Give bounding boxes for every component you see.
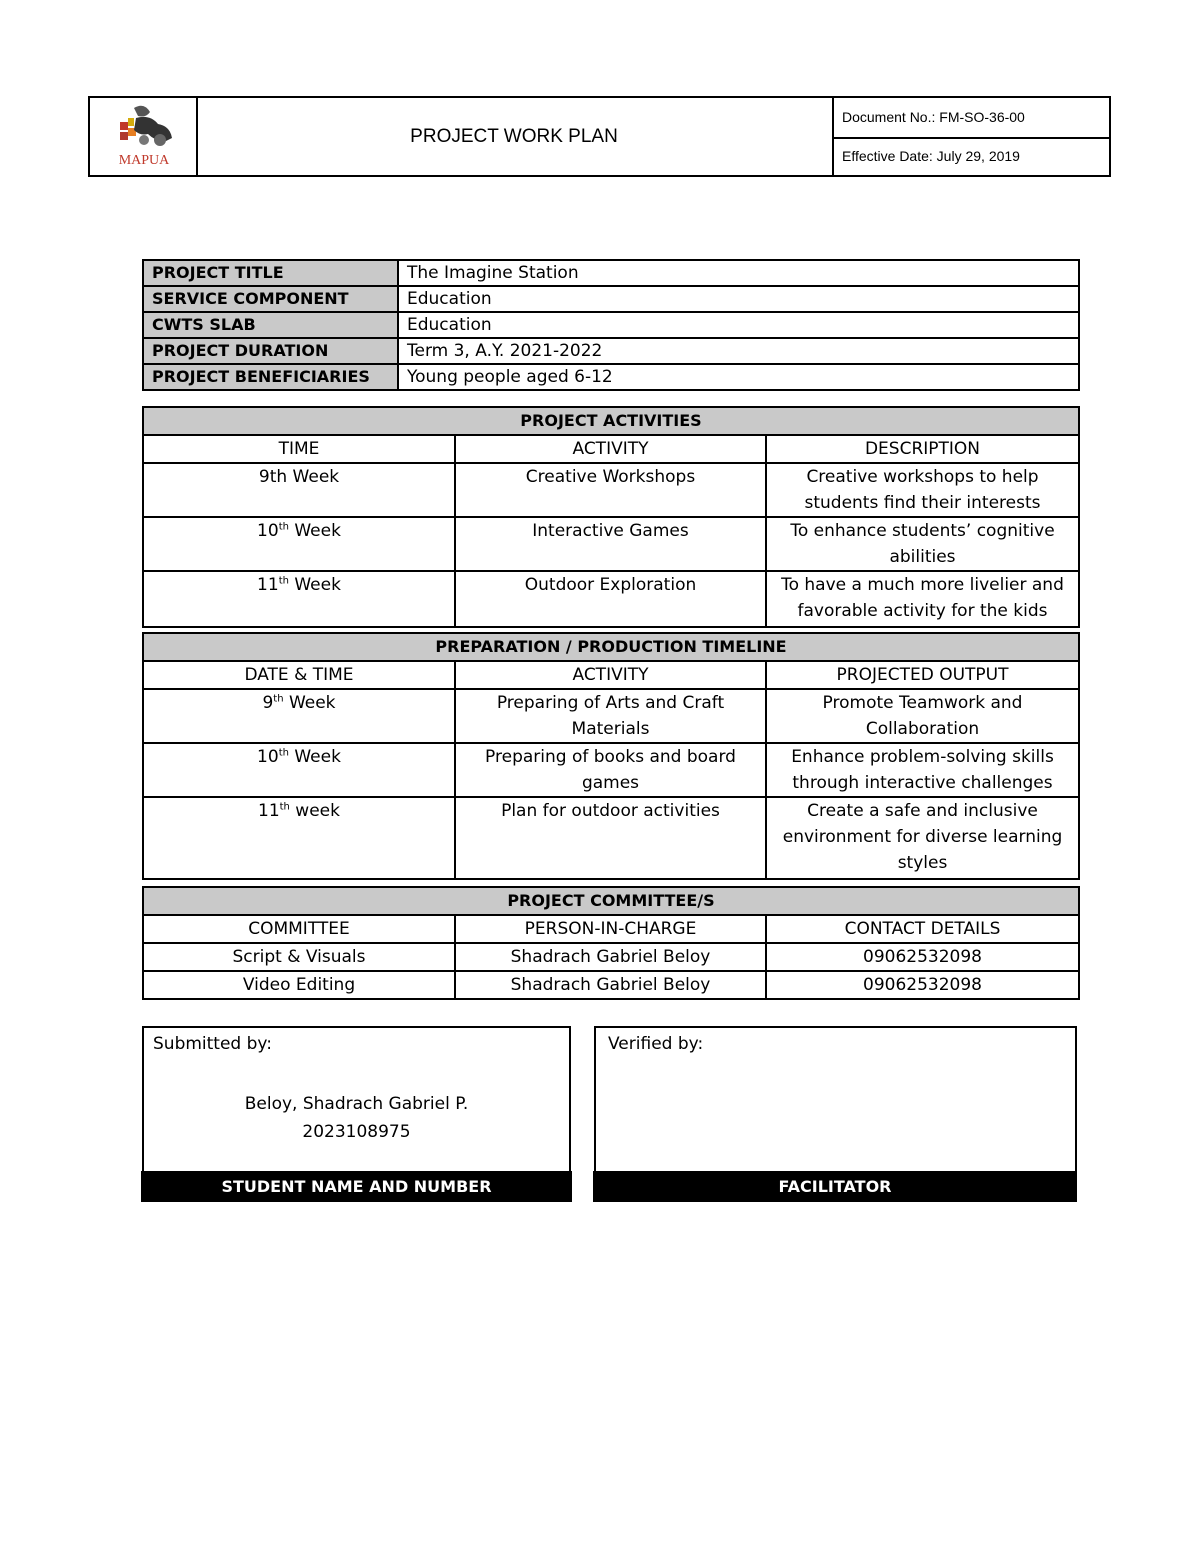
person-cell: Shadrach Gabriel Beloy bbox=[455, 971, 766, 999]
document-number: Document No.: FM-SO-36-00 bbox=[832, 98, 1109, 139]
column-header: COMMITTEE bbox=[143, 915, 455, 943]
effective-date: Effective Date: July 29, 2019 bbox=[842, 147, 1020, 164]
contact-cell: 09062532098 bbox=[766, 943, 1079, 971]
description-cell: Creative workshops to help students find their interests bbox=[766, 463, 1079, 517]
info-value: Education bbox=[398, 286, 1079, 312]
info-label: SERVICE COMPONENT bbox=[143, 286, 398, 312]
output-cell: Promote Teamwork and Collaboration bbox=[766, 689, 1079, 743]
description-cell: To have a much more livelier and favorable activity for the kids bbox=[766, 571, 1079, 627]
table-row bbox=[143, 571, 1079, 627]
project-info-table bbox=[142, 259, 1080, 391]
document-header bbox=[88, 96, 1111, 177]
verified-label: Verified by: bbox=[608, 1034, 704, 1054]
time-cell: 11th Week bbox=[143, 571, 455, 627]
person-cell: Shadrach Gabriel Beloy bbox=[455, 943, 766, 971]
column-header: TIME bbox=[143, 435, 455, 463]
column-header: ACTIVITY bbox=[455, 435, 766, 463]
activity-cell: Plan for outdoor activities bbox=[455, 797, 766, 879]
contact-cell: 09062532098 bbox=[766, 971, 1079, 999]
page-title: PROJECT WORK PLAN bbox=[196, 98, 834, 175]
table-row bbox=[143, 971, 1079, 999]
table-row bbox=[143, 943, 1079, 971]
time-cell: 9th Week bbox=[143, 689, 455, 743]
activity-cell: Creative Workshops bbox=[455, 463, 766, 517]
table-row bbox=[143, 743, 1079, 797]
output-cell: Create a safe and inclusive environment for diverse learning styles bbox=[766, 797, 1079, 879]
info-label: PROJECT DURATION bbox=[143, 338, 398, 364]
table-row bbox=[143, 463, 1079, 517]
table-header-row bbox=[143, 915, 1079, 943]
section-title: PROJECT COMMITTEE/S bbox=[143, 887, 1079, 915]
committee-cell: Video Editing bbox=[143, 971, 455, 999]
timeline-table bbox=[142, 632, 1080, 880]
column-header: DATE & TIME bbox=[143, 661, 455, 689]
submitted-label: Submitted by: bbox=[153, 1034, 272, 1054]
info-label: PROJECT BENEFICIARIES bbox=[143, 364, 398, 390]
time-cell: 10th Week bbox=[143, 517, 455, 571]
column-header: PERSON-IN-CHARGE bbox=[455, 915, 766, 943]
table-row bbox=[143, 517, 1079, 571]
activity-cell: Outdoor Exploration bbox=[455, 571, 766, 627]
committee-cell: Script & Visuals bbox=[143, 943, 455, 971]
info-value: Term 3, A.Y. 2021-2022 bbox=[398, 338, 1079, 364]
section-title: PROJECT ACTIVITIES bbox=[143, 407, 1079, 435]
committee-table bbox=[142, 886, 1080, 1000]
document-info bbox=[832, 98, 1109, 175]
activity-cell: Interactive Games bbox=[455, 517, 766, 571]
table-row bbox=[143, 260, 1079, 286]
student-number: 2023108975 bbox=[302, 1122, 411, 1142]
activity-cell: Preparing of books and board games bbox=[455, 743, 766, 797]
activity-cell: Preparing of Arts and Craft Materials bbox=[455, 689, 766, 743]
student-info bbox=[144, 1090, 569, 1146]
table-row bbox=[143, 364, 1079, 390]
table-row bbox=[143, 312, 1079, 338]
time-cell: 10th Week bbox=[143, 743, 455, 797]
logo-text: MAPUA bbox=[118, 153, 170, 168]
table-row bbox=[143, 689, 1079, 743]
activities-table bbox=[142, 406, 1080, 628]
table-header-row bbox=[143, 435, 1079, 463]
info-label: CWTS SLAB bbox=[143, 312, 398, 338]
logo-cell bbox=[90, 98, 198, 175]
info-value: The Imagine Station bbox=[398, 260, 1079, 286]
column-header: ACTIVITY bbox=[455, 661, 766, 689]
info-label: PROJECT TITLE bbox=[143, 260, 398, 286]
time-cell: 11th week bbox=[143, 797, 455, 879]
section-title: PREPARATION / PRODUCTION TIMELINE bbox=[143, 633, 1079, 661]
info-value: Education bbox=[398, 312, 1079, 338]
output-cell: Enhance problem-solving skills through interactive challenges bbox=[766, 743, 1079, 797]
time-cell: 9th Week bbox=[143, 463, 455, 517]
table-header-row bbox=[143, 661, 1079, 689]
table-row bbox=[143, 286, 1079, 312]
verified-box bbox=[594, 1026, 1077, 1173]
table-row bbox=[143, 338, 1079, 364]
submitted-box bbox=[142, 1026, 571, 1173]
table-row bbox=[143, 797, 1079, 879]
student-name: Beloy, Shadrach Gabriel P. bbox=[244, 1094, 469, 1114]
info-value: Young people aged 6-12 bbox=[398, 364, 1079, 390]
description-cell: To enhance students’ cognitive abilities bbox=[766, 517, 1079, 571]
column-header: DESCRIPTION bbox=[766, 435, 1079, 463]
column-header: CONTACT DETAILS bbox=[766, 915, 1079, 943]
column-header: PROJECTED OUTPUT bbox=[766, 661, 1079, 689]
mapua-logo-icon bbox=[90, 98, 196, 175]
student-name-bar: STUDENT NAME AND NUMBER bbox=[141, 1171, 572, 1202]
facilitator-bar: FACILITATOR bbox=[593, 1171, 1077, 1202]
